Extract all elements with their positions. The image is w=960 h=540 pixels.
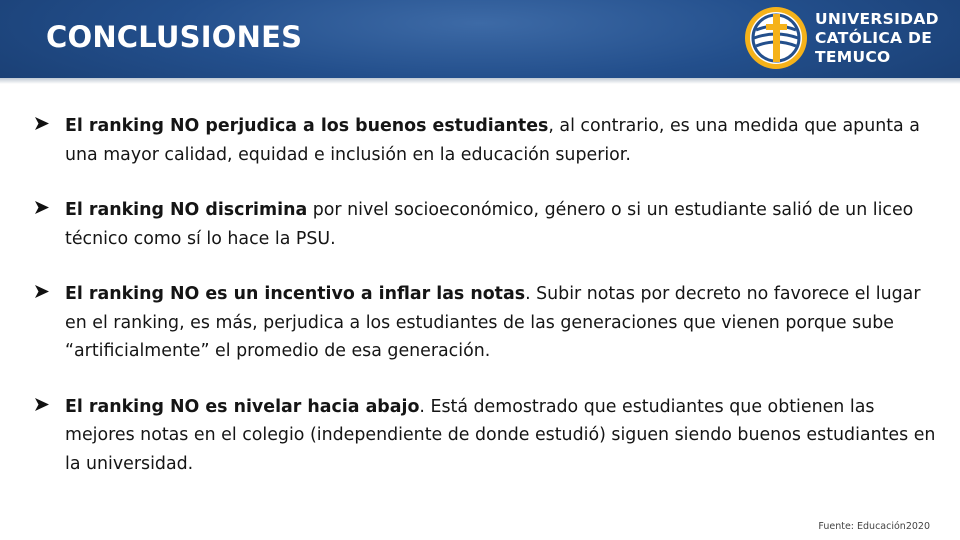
item-bold-text: El ranking NO perjudica a los buenos estudiantes	[65, 116, 549, 136]
item-bold-text: El ranking NO discrimina	[65, 200, 308, 220]
arrow-bullet-icon	[34, 284, 50, 299]
source-note: Fuente: Educación2020	[818, 521, 930, 532]
arrow-bullet-icon	[34, 200, 50, 215]
header-shadow	[0, 78, 960, 84]
university-logo	[744, 4, 958, 72]
item-text: , al contrario, es una medida que apunta a una mayor calidad, equidad e inclusión en la educación superior.	[65, 116, 920, 165]
item-bold-text: El ranking NO es nivelar hacia abajo	[65, 396, 420, 417]
arrow-bullet-icon	[34, 397, 50, 412]
item-bold-text: El ranking NO es un incentivo a inflar las notas	[65, 284, 526, 304]
logo-line-1: UNIVERSIDAD	[815, 10, 939, 28]
arrow-bullet-icon	[34, 116, 50, 131]
conclusions-list	[34, 112, 944, 505]
page-title: CONCLUSIONES	[46, 20, 303, 54]
university-name	[815, 10, 939, 67]
logo-line-3: TEMUCO	[815, 48, 891, 66]
list-item	[34, 196, 944, 253]
item-text: por nivel socioeconómico, género o si un estudiante salió de un liceo técnico como sí lo hace la PSU.	[65, 200, 914, 249]
item-text: . Subir notas por decreto no favorece el lugar en el ranking, es más, perjudica a los estudiantes de las generaciones que vienen porque sube “artificialmente” el promedio de esa generación.	[65, 284, 921, 361]
logo-line-2: CATÓLICA DE	[815, 29, 933, 47]
university-emblem-icon	[744, 6, 808, 70]
list-item	[34, 112, 944, 169]
item-text: . Está demostrado que estudiantes que obtienen las mejores notas en el colegio (independiente de donde estudió) siguen siendo buenos estudiantes en la universidad.	[65, 396, 936, 474]
list-item	[34, 280, 944, 366]
list-item	[34, 393, 944, 479]
